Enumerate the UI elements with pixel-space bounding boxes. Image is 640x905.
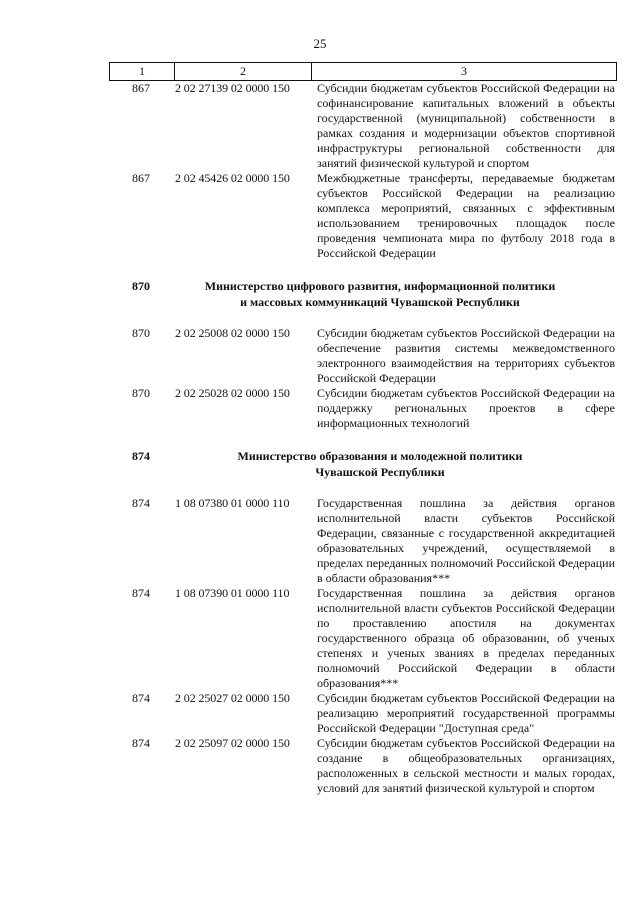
section-title-line: и массовых коммуникаций Чувашской Республики — [240, 295, 520, 309]
table-row — [109, 326, 617, 386]
column-header-1: 1 — [110, 63, 175, 80]
revenue-description: Субсидии бюджетам субъектов Российской Федерации на софинансирование капитальных вложений в объекты государственной (муниципальной) собственности в рамках создания и модернизации объектов спортивной инфраструктуры региональной собственности для занятий физической культурой и спортом — [317, 81, 615, 170]
revenue-code: 2 02 25027 02 0000 150 — [175, 691, 290, 705]
admin-code: 874 — [132, 691, 150, 705]
page-number: 25 — [313, 36, 327, 51]
admin-code: 874 — [132, 586, 150, 600]
revenue-code: 2 02 27139 02 0000 150 — [175, 81, 290, 95]
admin-code: 874 — [132, 736, 150, 750]
revenue-description: Субсидии бюджетам субъектов Российской Федерации на реализацию мероприятий государственной программы Российской Федерации "Доступная среда" — [317, 691, 615, 735]
table-row — [109, 81, 617, 171]
section-title-line: Министерство образования и молодежной политики — [237, 449, 523, 463]
column-header-3: 3 — [461, 64, 467, 78]
section-code: 870 — [132, 279, 150, 293]
section-heading — [109, 448, 617, 480]
revenue-description: Межбюджетные трансферты, передаваемые бюджетам субъектов Российской Федерации на реализацию комплекса мероприятий, связанных с эффективным использованием тренировочных площадок после проведения чемпионата мира по футболу 2018 года в Российской Федерации — [317, 171, 615, 260]
admin-code: 874 — [132, 496, 150, 510]
revenue-code: 2 02 25028 02 0000 150 — [175, 386, 290, 400]
admin-code: 867 — [132, 171, 150, 185]
admin-code: 867 — [132, 81, 150, 95]
admin-code: 870 — [132, 326, 150, 340]
revenue-code: 2 02 25008 02 0000 150 — [175, 326, 290, 340]
table-row — [109, 736, 617, 796]
section-code: 874 — [132, 449, 150, 463]
section-title-line: Чувашской Республики — [315, 465, 445, 479]
revenue-code: 1 08 07390 01 0000 110 — [175, 586, 290, 600]
admin-code: 870 — [132, 386, 150, 400]
revenue-description: Субсидии бюджетам субъектов Российской Федерации на создание в общеобразовательных организациях, расположенных в сельской местности и малых городах, условий для занятий физической культурой и спортом — [317, 736, 615, 795]
section-title — [173, 278, 617, 310]
revenue-code: 2 02 45426 02 0000 150 — [175, 171, 290, 185]
revenue-description: Государственная пошлина за действия органов исполнительной власти субъектов Российской Федерации по проставлению апостиля на документах государственного образца об образовании, об ученых степенях и ученых званиях в пределах переданных полномочий Российской Федерации в области образования*** — [317, 586, 615, 690]
table-row — [109, 586, 617, 691]
table-row — [109, 386, 617, 431]
section-title — [173, 448, 617, 480]
revenue-description: Государственная пошлина за действия органов исполнительной власти субъектов Российской Федерации, связанные с государственной аккредитацией образовательных учреждений, осуществляемой в пределах переданных полномочий Российской Федерации в области образования*** — [317, 496, 616, 585]
table-row — [109, 171, 617, 261]
revenue-description: Субсидии бюджетам субъектов Российской Федерации на поддержку региональных проектов в сфере информационных технологий — [317, 386, 615, 430]
revenue-code: 2 02 25097 02 0000 150 — [175, 736, 290, 750]
budget-code-table — [109, 62, 617, 796]
section-title-line: Министерство цифрового развития, информационной политики — [204, 279, 556, 293]
column-header-2: 2 — [175, 63, 312, 80]
section-heading — [109, 278, 617, 310]
revenue-code: 1 08 07380 01 0000 110 — [175, 496, 290, 510]
revenue-description: Субсидии бюджетам субъектов Российской Федерации на обеспечение развития системы межведомственного электронного взаимодействия на территориях субъектов Российской Федерации — [317, 326, 615, 385]
table-row — [109, 496, 617, 586]
table-header — [109, 62, 617, 81]
table-row — [109, 691, 617, 736]
